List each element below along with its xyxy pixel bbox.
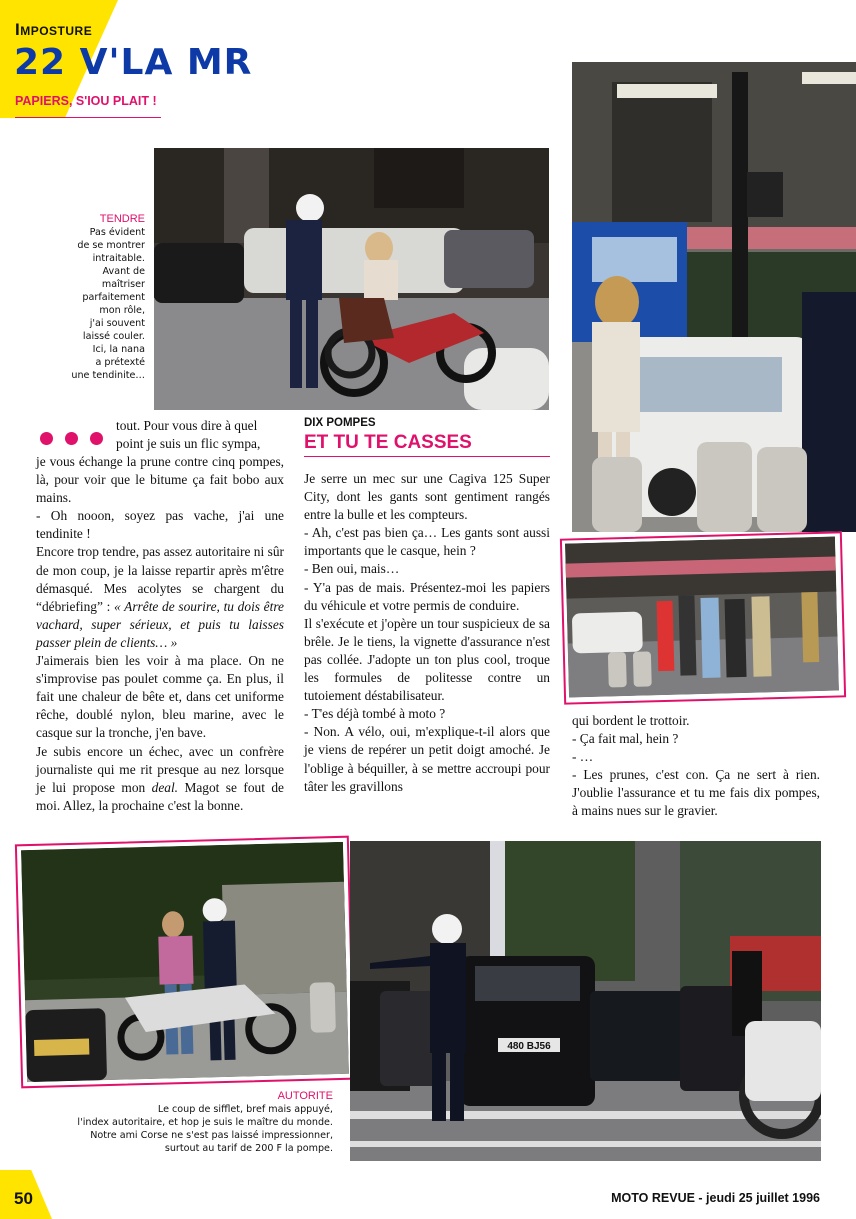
paragraph: - Ah, c'est pas bien ça… Les gants sont aussi importants que le casque, hein ? <box>304 525 550 559</box>
paragraph: Il s'exécute et j'opère un tour suspicieux de sa brêle. Je le tiens, la vignette d'assurance n'est pas collée. J'adopte un ton plus cool, troque les formules de politesse contre un tutoiement déstabilisateur. <box>304 615 550 704</box>
quote: « Arrête de sourire, tu dois être vachard, super sérieux, et puis tu laisses passer plein de clients… » <box>36 598 285 650</box>
paragraph: - Ben oui, mais… <box>304 561 400 577</box>
caption-line: laissé couler. <box>82 331 145 342</box>
section-title: ET TU TE CASSES <box>304 432 472 453</box>
caption-autorite <box>40 1090 333 1155</box>
caption-line: une tendinite… <box>71 370 145 381</box>
paragraph: - Y'a pas de mais. Présentez-moi les papiers du véhicule et votre permis de conduire. <box>304 579 550 613</box>
page-number: 50 <box>14 1189 33 1208</box>
section-kicker: DIX POMPES <box>304 417 376 429</box>
paragraph: - Oh nooon, soyez pas vache, j'ai une tendinite ! <box>36 508 284 542</box>
caption-line: Notre ami Corse ne s'est pas laissé impressionner, <box>90 1130 333 1141</box>
text-line: tout. Pour vous dire à quel <box>116 418 258 433</box>
paragraph: qui bordent le trottoir. <box>572 713 690 728</box>
magazine-name: MOTO REVUE <box>611 1191 695 1205</box>
page-kicker: PAPIERS, S'IOU PLAIT ! <box>15 94 157 108</box>
paragraph: J'aimerais bien les voir à ma place. On ne s'improvise pas poulet comme ça. En plus, il fait une chaleur de bête et, dans cet uniforme rêche, doublé nylon, bleu marine, avec le casque sur la tronche, j'en bave. <box>36 653 284 741</box>
paragraph: - Non. A vélo, oui, m'explique-t-il alors que je viens de repérer un petit doigt amoché. Je l'oblige à béquiller, à se mettre accroupi pour tâter les gravillons <box>304 724 550 794</box>
decorative-dots <box>40 430 115 449</box>
deal-word: deal. <box>151 779 179 795</box>
paragraph: - T'es déjà tombé à moto ? <box>304 706 446 722</box>
column2-body <box>304 470 550 796</box>
caption-line: Avant de <box>102 266 145 277</box>
caption-line: Pas évident <box>89 227 145 238</box>
paragraph: - Les prunes, c'est con. Ça ne sert à rien. J'oublie l'assurance et tu me fais dix pompes, à mains nues sur le gravier. <box>572 767 820 819</box>
column1-body <box>36 453 284 815</box>
paragraph: Je serre un mec sur une Cagiva 125 Super City, dont les gants sont gentiment rangés entre la bulle et les compteurs. <box>304 471 550 523</box>
paragraph: Magot se fout de moi. Allez, la prochaine c'est la bonne. <box>36 779 284 813</box>
caption-line: surtout au tarif de 200 F la pompe. <box>164 1143 333 1154</box>
paragraph: - … <box>572 749 594 765</box>
text-line: point je suis un flic sympa, <box>116 436 261 452</box>
photo-street-officer <box>572 62 856 532</box>
caption-line: maîtriser <box>101 279 145 290</box>
photo-officer-biker <box>15 836 355 1089</box>
photo-police-motorcycles <box>154 148 549 410</box>
caption-line: a prétexté <box>95 357 145 368</box>
caption-line: l'index autoritaire, et hop je suis le maître du monde. <box>77 1117 333 1128</box>
issue-date: jeudi 25 juillet 1996 <box>706 1191 820 1205</box>
photo-traffic-officer <box>350 841 821 1161</box>
paragraph: - Ça fait mal, hein ? <box>572 731 679 747</box>
caption-title: TENDRE <box>99 213 145 225</box>
column3-body <box>572 712 820 821</box>
page-title: 22 V'LA MR <box>14 42 253 83</box>
caption-line: mon rôle, <box>99 305 145 316</box>
paragraph: je vous échange la prune contre cinq pompes, là, pour voir que le bitume ça fait bobo aux mains. <box>36 454 284 506</box>
column1-first-lines <box>116 417 284 453</box>
paragraph: Je subis encore un échec, avec un confrère journaliste qui me rit presque au nez lorsque je lui propose mon <box>36 743 284 795</box>
caption-line: intraitable. <box>92 253 145 264</box>
section-rubric: Imposture <box>15 20 93 39</box>
license-plate: 480 BJ56 <box>507 1041 551 1052</box>
caption-line: Le coup de sifflet, bref mais appuyé, <box>157 1104 333 1115</box>
caption-line: Ici, la nana <box>92 344 145 355</box>
paragraph: Encore trop tendre, pas assez autoritaire ni sûr de mon coup, je la laisse repartir après m'être démasqué. Mes acolytes se chargent du “débriefing” : <box>36 544 284 614</box>
caption-tendre <box>40 213 145 382</box>
section-title-underline <box>304 456 550 457</box>
footer-publication: MOTO REVUE - jeudi 25 juillet 1996 <box>611 1191 820 1205</box>
kicker-underline <box>15 117 161 118</box>
caption-title: AUTORITE <box>277 1090 333 1102</box>
caption-line: parfaitement <box>82 292 145 303</box>
caption-line: j'ai souvent <box>89 318 145 329</box>
photo-inset-pedestrians <box>560 531 846 704</box>
caption-line: de se montrer <box>77 240 145 251</box>
